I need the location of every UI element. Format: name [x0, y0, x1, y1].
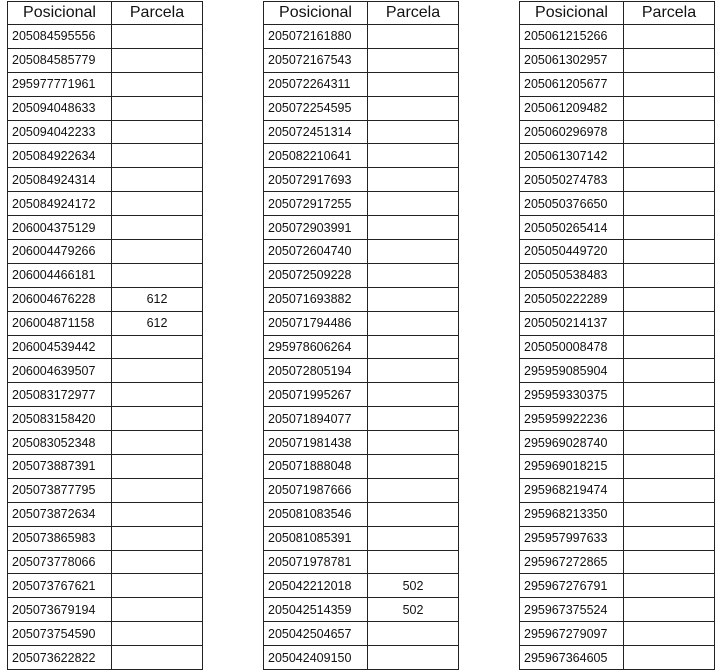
- table-row: [264, 25, 459, 49]
- table-row: [264, 574, 459, 598]
- posicional-cell: 205072167543: [264, 48, 368, 72]
- parcela-cell: [112, 263, 203, 287]
- posicional-cell: 205084924314: [8, 168, 112, 192]
- posicional-cell: 205081085391: [264, 526, 368, 550]
- posicional-cell: 295967279097: [520, 622, 624, 646]
- table-row: [8, 48, 203, 72]
- posicional-cell: 205072254595: [264, 96, 368, 120]
- parcela-cell: [112, 431, 203, 455]
- posicional-cell: 205071995267: [264, 383, 368, 407]
- table-row: [8, 526, 203, 550]
- parcela-cell: [368, 168, 459, 192]
- parcela-cell: [112, 120, 203, 144]
- table-row: [264, 502, 459, 526]
- parcela-cell: [624, 120, 715, 144]
- posicional-cell: 295978606264: [264, 335, 368, 359]
- table-row: [8, 407, 203, 431]
- parcela-cell: [624, 72, 715, 96]
- posicional-cell: 205050376650: [520, 192, 624, 216]
- parcela-cell: [368, 120, 459, 144]
- posicional-cell: 295967375524: [520, 598, 624, 622]
- parcela-cell: [368, 407, 459, 431]
- table-row: [520, 335, 715, 359]
- parcela-cell: [624, 407, 715, 431]
- table-row: [8, 96, 203, 120]
- table-row: [520, 240, 715, 264]
- table-row: [264, 263, 459, 287]
- table-row: [520, 72, 715, 96]
- posicional-cell: 295959922236: [520, 407, 624, 431]
- table-row: [264, 216, 459, 240]
- table-row: [264, 431, 459, 455]
- parcela-cell: [368, 72, 459, 96]
- parcela-cell: [624, 598, 715, 622]
- parcela-cell: [112, 455, 203, 479]
- parcela-cell: [368, 48, 459, 72]
- table-row: [264, 120, 459, 144]
- table-row: [264, 526, 459, 550]
- parcela-cell: [624, 574, 715, 598]
- parcela-cell: [112, 407, 203, 431]
- table-row: [520, 96, 715, 120]
- posicional-cell: 205061205677: [520, 72, 624, 96]
- table-row: [8, 240, 203, 264]
- parcela-cell: [112, 622, 203, 646]
- table-row: [8, 502, 203, 526]
- parcela-cell: [624, 431, 715, 455]
- posicional-cell: 295959330375: [520, 383, 624, 407]
- posicional-cell: 205071888048: [264, 455, 368, 479]
- posicional-cell: 205061307142: [520, 144, 624, 168]
- posicional-cell: 205071987666: [264, 478, 368, 502]
- table-row: [264, 96, 459, 120]
- table-row: [8, 455, 203, 479]
- parcela-cell: [624, 263, 715, 287]
- parcela-cell: [624, 622, 715, 646]
- parcela-cell: [624, 550, 715, 574]
- table-row: [8, 311, 203, 335]
- parcela-cell: [112, 240, 203, 264]
- parcela-cell: [624, 96, 715, 120]
- table-row: [8, 168, 203, 192]
- table-row: [520, 550, 715, 574]
- parcela-cell: [368, 96, 459, 120]
- table-row: [264, 335, 459, 359]
- table-row: [264, 478, 459, 502]
- parcela-cell: [368, 25, 459, 49]
- posicional-cell: 205071794486: [264, 311, 368, 335]
- table-row: [264, 598, 459, 622]
- table-row: [520, 216, 715, 240]
- posicional-cell: 205073865983: [8, 526, 112, 550]
- posicional-cell: 205050274783: [520, 168, 624, 192]
- posicional-cell: 205050538483: [520, 263, 624, 287]
- parcela-cell: [112, 144, 203, 168]
- parcela-cell: [368, 478, 459, 502]
- posicional-cell: 205084585779: [8, 48, 112, 72]
- posicional-cell: 295968213350: [520, 502, 624, 526]
- posicional-cell: 205071894077: [264, 407, 368, 431]
- table-row: [264, 550, 459, 574]
- table-row: [8, 383, 203, 407]
- posicional-cell: 205050449720: [520, 240, 624, 264]
- header-parcela: Parcela: [368, 2, 459, 25]
- parcela-cell: [624, 455, 715, 479]
- posicional-cell: 205071978781: [264, 550, 368, 574]
- table-row: [8, 646, 203, 670]
- table-row: [264, 311, 459, 335]
- table-row: [520, 574, 715, 598]
- table-row: [264, 168, 459, 192]
- posicional-cell: 206004466181: [8, 263, 112, 287]
- posicional-cell: 205073754590: [8, 622, 112, 646]
- parcela-cell: [368, 383, 459, 407]
- parcela-cell: 502: [368, 598, 459, 622]
- parcela-cell: [368, 240, 459, 264]
- table-row: [520, 622, 715, 646]
- table-row: [8, 622, 203, 646]
- parcela-cell: [112, 192, 203, 216]
- parcela-cell: [112, 96, 203, 120]
- parcela-cell: [368, 359, 459, 383]
- parcela-cell: [624, 526, 715, 550]
- posicional-cell: 205084924172: [8, 192, 112, 216]
- parcela-cell: [624, 646, 715, 670]
- parcela-cell: [368, 550, 459, 574]
- parcela-cell: [112, 359, 203, 383]
- parcela-cell: [112, 502, 203, 526]
- posicional-cell: 295967272865: [520, 550, 624, 574]
- parcela-cell: [624, 478, 715, 502]
- posicional-cell: 205061209482: [520, 96, 624, 120]
- posicional-cell: 205042409150: [264, 646, 368, 670]
- parcela-cell: [624, 502, 715, 526]
- table-row: [8, 598, 203, 622]
- parcela-cell: [112, 216, 203, 240]
- header-parcela: Parcela: [112, 2, 203, 25]
- table-row: [8, 25, 203, 49]
- parcela-cell: [624, 311, 715, 335]
- table-row: [264, 72, 459, 96]
- table-row: [8, 574, 203, 598]
- table-row: [264, 383, 459, 407]
- posicional-cell: 205073887391: [8, 455, 112, 479]
- posicional-cell: 205071981438: [264, 431, 368, 455]
- table-row: [8, 192, 203, 216]
- table-row: [264, 407, 459, 431]
- posicional-cell: 205060296978: [520, 120, 624, 144]
- parcela-cell: [112, 598, 203, 622]
- parcela-cell: [624, 383, 715, 407]
- posicional-cell: 205072917255: [264, 192, 368, 216]
- posicional-cell: 205071693882: [264, 287, 368, 311]
- posicional-cell: 205073679194: [8, 598, 112, 622]
- header-parcela: Parcela: [624, 2, 715, 25]
- posicional-cell: 205083172977: [8, 383, 112, 407]
- table-row: [520, 407, 715, 431]
- posicional-cell: 206004375129: [8, 216, 112, 240]
- posicional-cell: 206004639507: [8, 359, 112, 383]
- parcela-cell: 612: [112, 287, 203, 311]
- parcela-cell: [112, 168, 203, 192]
- parcela-cell: [624, 48, 715, 72]
- header-posicional: Posicional: [520, 2, 624, 25]
- posicional-cell: 205050222289: [520, 287, 624, 311]
- posicional-cell: 205084922634: [8, 144, 112, 168]
- posicional-cell: 295968219474: [520, 478, 624, 502]
- table-row: [264, 240, 459, 264]
- posicional-cell: 205050214137: [520, 311, 624, 335]
- posicional-cell: 206004479266: [8, 240, 112, 264]
- table-row: [8, 120, 203, 144]
- parcela-cell: 612: [112, 311, 203, 335]
- table-row: [520, 431, 715, 455]
- table-row: [8, 359, 203, 383]
- parcel-table-3: [519, 1, 715, 670]
- parcela-cell: [368, 287, 459, 311]
- posicional-cell: 205072161880: [264, 25, 368, 49]
- parcela-cell: [624, 359, 715, 383]
- parcela-cell: [368, 431, 459, 455]
- posicional-cell: 205073877795: [8, 478, 112, 502]
- parcel-table-1: [7, 1, 203, 670]
- table-row: [8, 550, 203, 574]
- table-row: [520, 120, 715, 144]
- parcela-cell: [368, 192, 459, 216]
- table-row: [520, 168, 715, 192]
- parcela-cell: [368, 502, 459, 526]
- table-row: [520, 383, 715, 407]
- parcela-cell: [368, 216, 459, 240]
- parcela-cell: [112, 48, 203, 72]
- posicional-cell: 295977771961: [8, 72, 112, 96]
- table-row: [520, 192, 715, 216]
- table-row: [264, 455, 459, 479]
- posicional-cell: 205072805194: [264, 359, 368, 383]
- posicional-cell: 295967276791: [520, 574, 624, 598]
- posicional-cell: 205072917693: [264, 168, 368, 192]
- table-row: [8, 263, 203, 287]
- parcela-cell: [112, 646, 203, 670]
- parcela-cell: [624, 287, 715, 311]
- table-row: [8, 287, 203, 311]
- table-row: [520, 263, 715, 287]
- parcela-cell: [624, 240, 715, 264]
- posicional-cell: 205081083546: [264, 502, 368, 526]
- posicional-cell: 205042514359: [264, 598, 368, 622]
- table-row: [264, 646, 459, 670]
- posicional-cell: 205072509228: [264, 263, 368, 287]
- posicional-cell: 205094048633: [8, 96, 112, 120]
- posicional-cell: 205061215266: [520, 25, 624, 49]
- table-row: [520, 25, 715, 49]
- table-row: [264, 48, 459, 72]
- table-row: [520, 455, 715, 479]
- posicional-cell: 205084595556: [8, 25, 112, 49]
- table-row: [8, 144, 203, 168]
- posicional-cell: 205073872634: [8, 502, 112, 526]
- posicional-cell: 206004539442: [8, 335, 112, 359]
- parcela-cell: [368, 526, 459, 550]
- posicional-cell: 205082210641: [264, 144, 368, 168]
- parcela-cell: 502: [368, 574, 459, 598]
- table-row: [264, 144, 459, 168]
- posicional-cell: 205072903991: [264, 216, 368, 240]
- parcela-cell: [368, 622, 459, 646]
- table-row: [520, 502, 715, 526]
- parcela-cell: [624, 25, 715, 49]
- posicional-cell: 205072451314: [264, 120, 368, 144]
- table-row: [520, 144, 715, 168]
- posicional-cell: 295969028740: [520, 431, 624, 455]
- parcela-cell: [112, 72, 203, 96]
- posicional-cell: 206004871158: [8, 311, 112, 335]
- posicional-cell: 205050008478: [520, 335, 624, 359]
- header-posicional: Posicional: [8, 2, 112, 25]
- parcela-cell: [112, 550, 203, 574]
- parcela-cell: [624, 144, 715, 168]
- parcela-cell: [368, 455, 459, 479]
- table-row: [520, 287, 715, 311]
- posicional-cell: 205083052348: [8, 431, 112, 455]
- posicional-cell: 205042212018: [264, 574, 368, 598]
- table-row: [264, 287, 459, 311]
- table-row: [520, 526, 715, 550]
- parcela-cell: [112, 574, 203, 598]
- posicional-cell: 295967364605: [520, 646, 624, 670]
- parcela-cell: [624, 168, 715, 192]
- parcela-cell: [368, 144, 459, 168]
- parcela-cell: [624, 335, 715, 359]
- parcela-cell: [112, 335, 203, 359]
- table-row: [520, 48, 715, 72]
- table-row: [520, 359, 715, 383]
- table-row: [520, 598, 715, 622]
- parcel-table-2: [263, 1, 459, 670]
- posicional-cell: 206004676228: [8, 287, 112, 311]
- posicional-cell: 295957997633: [520, 526, 624, 550]
- posicional-cell: 205094042233: [8, 120, 112, 144]
- table-row: [8, 431, 203, 455]
- posicional-cell: 205061302957: [520, 48, 624, 72]
- parcela-cell: [112, 25, 203, 49]
- table-row: [8, 216, 203, 240]
- posicional-cell: 295969018215: [520, 455, 624, 479]
- table-row: [8, 335, 203, 359]
- posicional-cell: 205072264311: [264, 72, 368, 96]
- table-row: [264, 359, 459, 383]
- parcela-cell: [624, 216, 715, 240]
- header-posicional: Posicional: [264, 2, 368, 25]
- table-row: [264, 622, 459, 646]
- table-row: [264, 192, 459, 216]
- posicional-cell: 205073778066: [8, 550, 112, 574]
- posicional-cell: 205042504657: [264, 622, 368, 646]
- table-row: [520, 478, 715, 502]
- table-row: [8, 72, 203, 96]
- table-row: [8, 478, 203, 502]
- posicional-cell: 205083158420: [8, 407, 112, 431]
- parcela-cell: [624, 192, 715, 216]
- parcela-cell: [112, 526, 203, 550]
- parcela-cell: [368, 646, 459, 670]
- parcela-cell: [368, 311, 459, 335]
- parcela-cell: [112, 478, 203, 502]
- parcela-cell: [368, 263, 459, 287]
- table-row: [520, 311, 715, 335]
- posicional-cell: 205073767621: [8, 574, 112, 598]
- table-row: [520, 646, 715, 670]
- posicional-cell: 205072604740: [264, 240, 368, 264]
- parcela-cell: [112, 383, 203, 407]
- posicional-cell: 205050265414: [520, 216, 624, 240]
- posicional-cell: 205073622822: [8, 646, 112, 670]
- parcela-cell: [368, 335, 459, 359]
- posicional-cell: 295959085904: [520, 359, 624, 383]
